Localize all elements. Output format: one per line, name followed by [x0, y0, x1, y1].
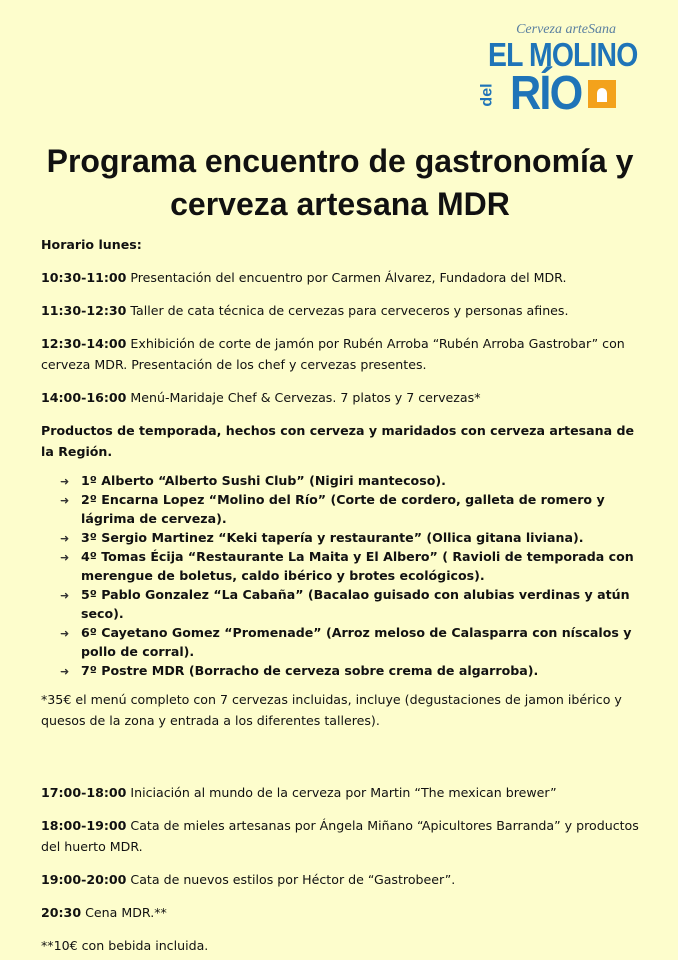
title-line2: cerveza artesana MDR	[170, 186, 510, 222]
products-heading: Productos de temporada, hechos con cerveza y maridados con cerveza artesana de la Región.	[41, 423, 635, 459]
arrow-bullet-icon: ➜	[60, 665, 70, 678]
logo-tagline: Cerveza arteSana	[516, 22, 616, 37]
schedule-entry: 14:00-16:00 Menú-Maridaje Chef & Cervezas. 7 platos y 7 cervezas*	[41, 390, 481, 405]
schedule-entry: 20:30 Cena MDR.**	[41, 905, 167, 920]
arrow-bullet-icon: ➜	[60, 475, 70, 488]
schedule-entry: 11:30-12:30 Taller de cata técnica de cervezas para cerveceros y personas afines.	[41, 303, 569, 318]
logo-mill-icon	[588, 80, 616, 108]
dinner-price-note: **10€ con bebida incluida.	[41, 938, 209, 953]
arrow-bullet-icon: ➜	[60, 589, 70, 602]
list-item: ➜ 1º Alberto “Alberto Sushi Club” (Nigiri mantecoso).	[81, 471, 641, 490]
logo-rio: RÍO	[510, 67, 582, 120]
list-item: ➜ 2º Encarna Lopez “Molino del Río” (Corte de cordero, galleta de romero y lágrima de cerveza).	[60, 492, 605, 526]
list-item: ➜ 5º Pablo Gonzalez “La Cabaña” (Bacalao guisado con alubias verdinas y atún seco).	[60, 587, 630, 621]
title-line1: Programa encuentro de gastronomía y	[46, 143, 634, 179]
menu-list	[41, 471, 641, 680]
page-title	[20, 140, 660, 226]
schedule-entry: 10:30-11:00 Presentación del encuentro por Carmen Álvarez, Fundadora del MDR.	[41, 270, 567, 285]
schedule-entry: 17:00-18:00 Iniciación al mundo de la cerveza por Martin “The mexican brewer”	[41, 785, 557, 800]
list-item: ➜ 7º Postre MDR (Borracho de cerveza sobre crema de algarroba).	[81, 661, 641, 680]
arrow-bullet-icon: ➜	[60, 551, 70, 564]
schedule-entry: 19:00-20:00 Cata de nuevos estilos por Héctor de “Gastrobeer”.	[41, 872, 456, 887]
program-content	[41, 234, 641, 956]
arrow-bullet-icon: ➜	[60, 627, 70, 640]
arrow-bullet-icon: ➜	[60, 532, 70, 545]
list-item: ➜ 6º Cayetano Gomez “Promenade” (Arroz meloso de Calasparra con níscalos y pollo de corral).	[60, 625, 632, 659]
schedule-heading: Horario lunes:	[41, 237, 142, 252]
logo-name-line1: EL MOLINO	[488, 36, 638, 73]
arrow-bullet-icon: ➜	[60, 494, 70, 507]
schedule-entry: 12:30-14:00 Exhibición de corte de jamón por Rubén Arroba “Rubén Arroba Gastrobar” con cerveza MDR. Presentación de los chef y cervezas presentes.	[41, 336, 625, 372]
brand-logo	[478, 22, 638, 122]
list-item: ➜ 3º Sergio Martinez “Keki tapería y restaurante” (Ollica gitana liviana).	[81, 528, 641, 547]
list-item: ➜ 4º Tomas Écija “Restaurante La Maita y El Albero” ( Ravioli de temporada con merengue de boletus, caldo ibérico y brotes ecológicos).	[60, 549, 634, 583]
menu-price-note: *35€ el menú completo con 7 cervezas incluidas, incluye (degustaciones de jamon ibérico y quesos de la zona y entrada a los diferentes talleres).	[41, 692, 622, 728]
logo-del-wrap	[478, 72, 508, 118]
logo-del: del	[478, 83, 496, 107]
schedule-entry: 18:00-19:00 Cata de mieles artesanas por Ángela Miñano “Apicultores Barranda” y productos del huerto MDR.	[41, 818, 639, 854]
